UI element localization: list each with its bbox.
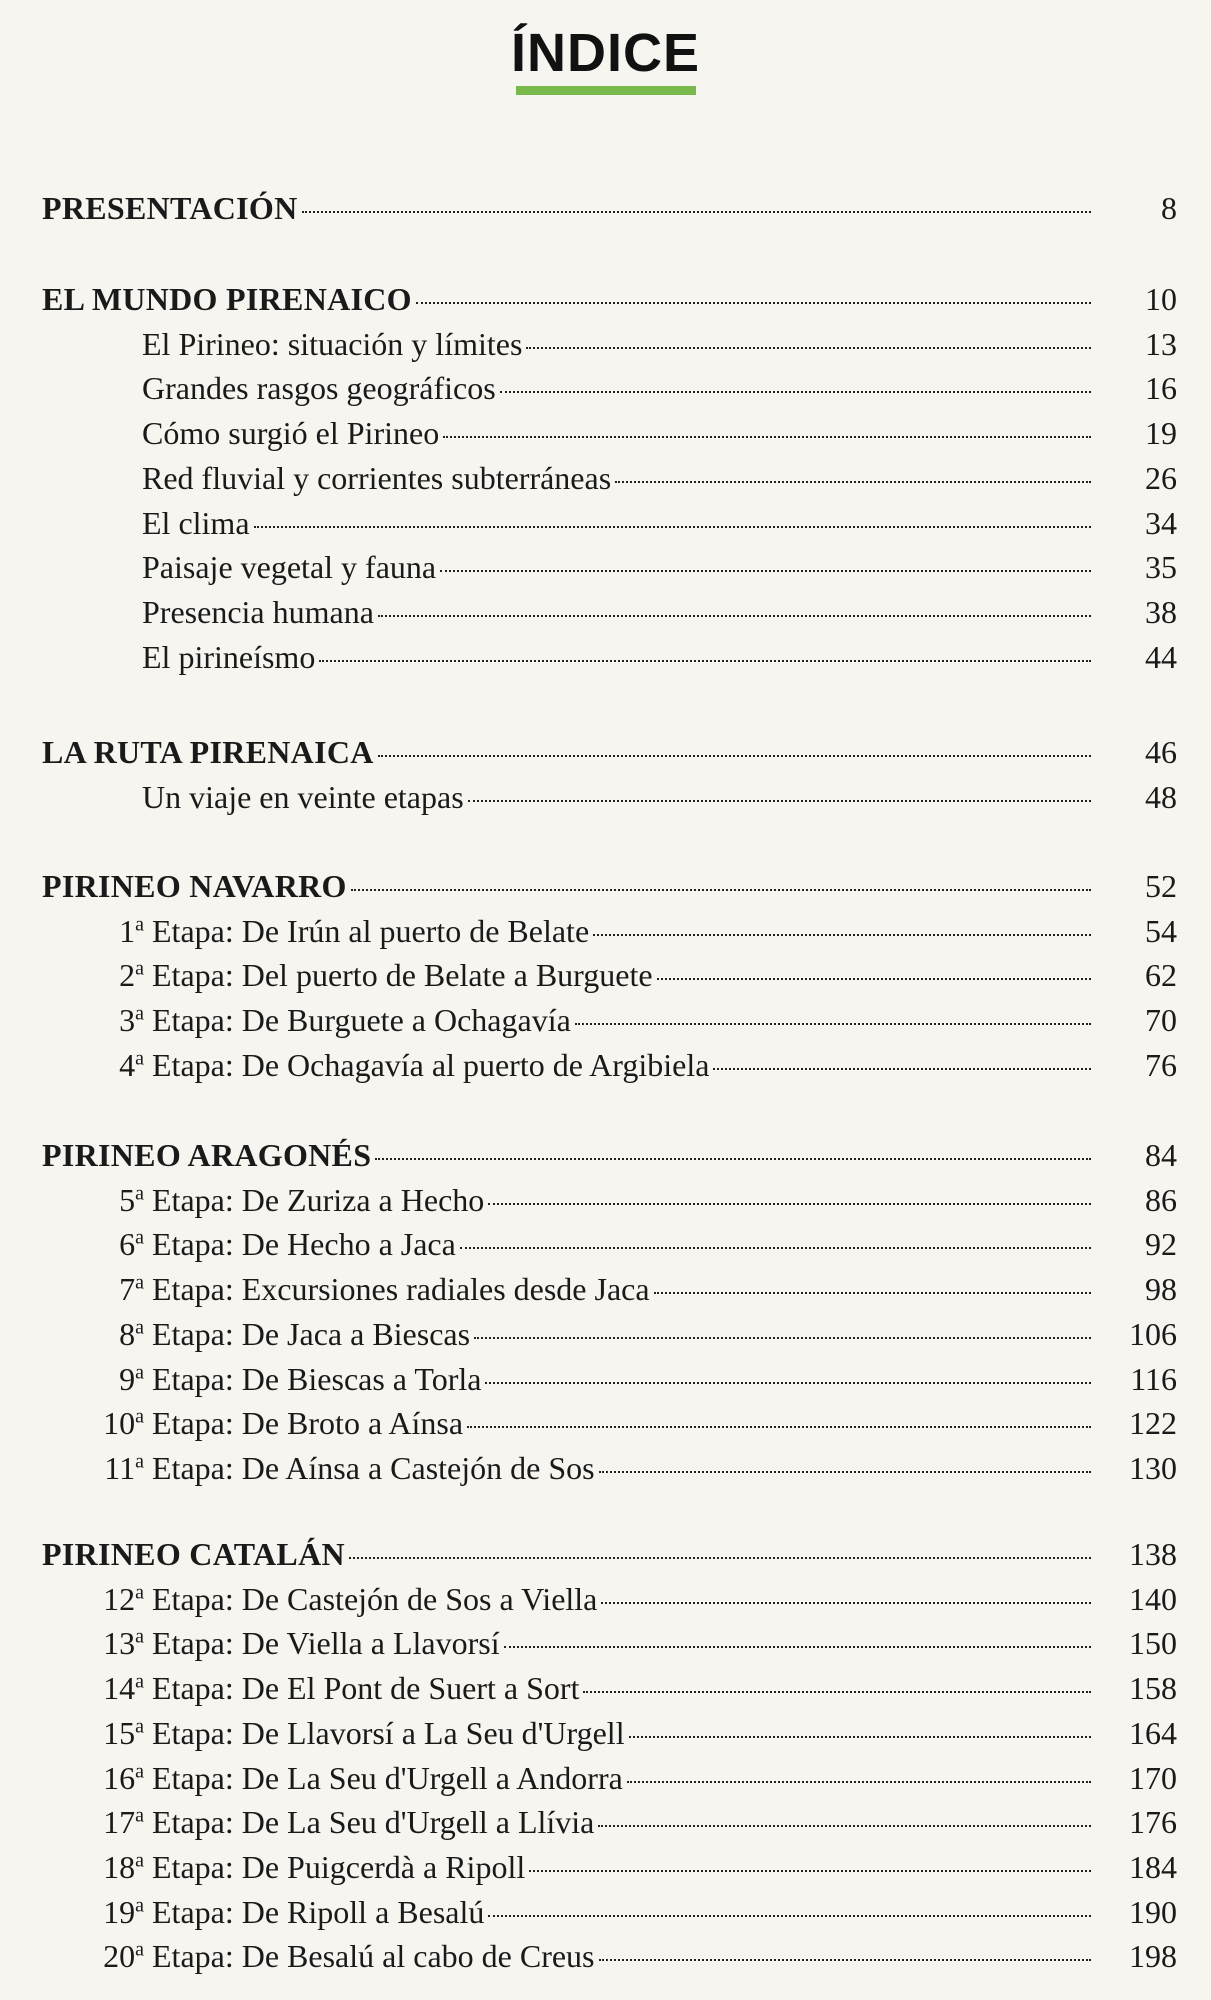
stage-number [84, 1715, 144, 1752]
toc-page-number: 84 [1145, 1137, 1177, 1173]
dot-leader [474, 1337, 1091, 1339]
toc-entry-row[interactable] [0, 779, 1211, 819]
dot-leader [654, 1292, 1091, 1294]
toc-entry-title: Etapa: De Hecho a Jaca [152, 1226, 456, 1263]
dot-leader [593, 934, 1091, 936]
toc-entry-title: Etapa: De Puigcerdà a Ripoll [152, 1848, 526, 1885]
toc-entry-title: El pirineísmo [142, 638, 316, 675]
toc-entry-title: Red fluvial y corrientes subterráneas [142, 459, 612, 496]
stage-number-value: 14 [103, 1670, 136, 1707]
stage-number [84, 1361, 144, 1398]
toc-entry-row[interactable] [0, 1047, 1211, 1087]
dot-leader [319, 660, 1091, 662]
toc-page-number: 140 [1129, 1580, 1177, 1617]
dot-leader [599, 1471, 1091, 1473]
stage-number [84, 1047, 144, 1084]
toc-entry-row[interactable] [0, 1804, 1211, 1844]
stage-number-value: 8 [119, 1315, 136, 1352]
toc-entry-title: Etapa: De Ochagavía al puerto de Argibiela [152, 1046, 710, 1083]
toc-entry-title: Etapa: De Irún al puerto de Belate [152, 912, 590, 949]
toc-page-number: 26 [1145, 459, 1177, 496]
toc-entry-title: Grandes rasgos geográficos [142, 370, 496, 407]
toc-page-number: 10 [1145, 281, 1177, 317]
stage-number-value: 12 [103, 1580, 136, 1617]
toc-entry-title: Cómo surgió el Pirineo [142, 415, 440, 452]
dot-leader [460, 1247, 1091, 1249]
stage-number [84, 1894, 144, 1931]
stage-number [84, 1226, 144, 1263]
ordinal-suffix: a [135, 1271, 144, 1294]
toc-entry-row[interactable] [0, 370, 1211, 410]
toc-page-number: 38 [1145, 593, 1177, 630]
stage-number [84, 1405, 144, 1442]
ordinal-suffix: a [135, 1002, 144, 1025]
dot-leader [601, 1602, 1091, 1604]
toc-entry-row[interactable] [0, 957, 1211, 997]
stage-number-value: 9 [119, 1360, 136, 1397]
ordinal-suffix: a [135, 1450, 144, 1473]
dot-leader [467, 1426, 1091, 1428]
dot-leader [615, 481, 1091, 483]
toc-entry-row[interactable] [0, 505, 1211, 545]
stage-number-value: 11 [104, 1449, 136, 1486]
toc-page-number: 122 [1129, 1405, 1177, 1442]
stage-number [84, 1625, 144, 1662]
stage-number [84, 1760, 144, 1797]
stage-number-value: 16 [103, 1759, 136, 1796]
ordinal-suffix: a [135, 1938, 144, 1961]
title-block [0, 22, 1211, 95]
toc-entry-row[interactable] [0, 1182, 1211, 1222]
ordinal-suffix: a [135, 1849, 144, 1872]
toc-entry-row[interactable] [0, 1581, 1211, 1621]
dot-leader [599, 1959, 1092, 1961]
toc-entry-title: Etapa: De La Seu d'Urgell a Llívia [152, 1804, 595, 1841]
stage-number-value: 10 [103, 1405, 136, 1442]
toc-section-row[interactable] [0, 1137, 1211, 1177]
stage-number-value: 15 [103, 1714, 136, 1751]
stage-number [84, 1450, 144, 1487]
toc-entry-row[interactable] [0, 1002, 1211, 1042]
toc-page-number: 44 [1145, 638, 1177, 675]
toc-page-number: 164 [1129, 1714, 1177, 1751]
toc-page-number: 184 [1129, 1848, 1177, 1885]
dot-leader [627, 1781, 1091, 1783]
toc-page-number: 46 [1145, 734, 1177, 770]
stage-number-value: 20 [103, 1938, 136, 1975]
toc-entry-row[interactable] [0, 1405, 1211, 1445]
toc-entry-row[interactable] [0, 1894, 1211, 1934]
dot-leader [443, 436, 1091, 438]
toc-entry-row[interactable] [0, 913, 1211, 953]
toc-entry-row[interactable] [0, 1938, 1211, 1978]
stage-number [84, 913, 144, 950]
dot-leader [349, 1557, 1091, 1559]
toc-section-title: EL MUNDO PIRENAICO [42, 281, 412, 317]
stage-number [84, 1271, 144, 1308]
toc-page-number: 8 [1161, 190, 1177, 226]
stage-number-value: 4 [119, 1046, 136, 1083]
stage-number-value: 6 [119, 1226, 136, 1263]
ordinal-suffix: a [135, 913, 144, 936]
toc-page-number: 62 [1145, 957, 1177, 994]
toc-page-number: 106 [1129, 1315, 1177, 1352]
toc-entry-title: Etapa: De Broto a Aínsa [152, 1405, 464, 1442]
dot-leader [500, 391, 1091, 393]
toc-entry-title: Etapa: De Castejón de Sos a Viella [152, 1580, 598, 1617]
ordinal-suffix: a [135, 1047, 144, 1070]
dot-leader [529, 1870, 1091, 1872]
stage-number-value: 2 [119, 957, 136, 994]
toc-section-row[interactable] [0, 734, 1211, 774]
toc-entry-row[interactable] [0, 460, 1211, 500]
toc-section-title: PIRINEO NAVARRO [42, 868, 347, 904]
toc-section-row[interactable] [0, 190, 1211, 230]
toc-section-row[interactable] [0, 1536, 1211, 1576]
toc-page-number: 13 [1145, 325, 1177, 362]
ordinal-suffix: a [135, 1581, 144, 1604]
toc-entry-row[interactable] [0, 326, 1211, 366]
ordinal-suffix: a [135, 1405, 144, 1428]
dot-leader [598, 1825, 1091, 1827]
title-underline [516, 86, 696, 95]
toc-page-number: 176 [1129, 1804, 1177, 1841]
ordinal-suffix: a [135, 1625, 144, 1648]
toc-page-number: 70 [1145, 1002, 1177, 1039]
toc-page-number: 116 [1130, 1360, 1177, 1397]
dot-leader [416, 302, 1091, 304]
toc-entry-row[interactable] [0, 1450, 1211, 1490]
toc-entry-row[interactable] [0, 415, 1211, 455]
dot-leader [302, 211, 1092, 213]
ordinal-suffix: a [135, 1715, 144, 1738]
toc-entry-title: Paisaje vegetal y fauna [142, 549, 437, 586]
ordinal-suffix: a [135, 1316, 144, 1339]
stage-number-value: 5 [119, 1181, 136, 1218]
toc-section-title: LA RUTA PIRENAICA [42, 734, 374, 770]
dot-leader [488, 1203, 1091, 1205]
toc-page-number: 138 [1129, 1536, 1177, 1572]
dot-leader [378, 615, 1091, 617]
toc-entry-row[interactable] [0, 1670, 1211, 1710]
dot-leader [713, 1068, 1091, 1070]
toc-entry-title: Etapa: De La Seu d'Urgell a Andorra [152, 1759, 623, 1796]
stage-number-value: 3 [119, 1002, 136, 1039]
ordinal-suffix: a [135, 1893, 144, 1916]
stage-number-value: 18 [103, 1848, 136, 1885]
toc-page-number: 35 [1145, 549, 1177, 586]
stage-number [84, 1670, 144, 1707]
stage-number [84, 1581, 144, 1618]
dot-leader [440, 570, 1091, 572]
dot-leader [485, 1382, 1091, 1384]
ordinal-suffix: a [135, 1804, 144, 1827]
toc-entry-row[interactable] [0, 1760, 1211, 1800]
toc-entry-row[interactable] [0, 1226, 1211, 1266]
dot-leader [657, 978, 1091, 980]
stage-number [84, 1804, 144, 1841]
toc-entry-row[interactable] [0, 594, 1211, 634]
toc-page-number: 190 [1129, 1893, 1177, 1930]
stage-number [84, 1002, 144, 1039]
stage-number [84, 1849, 144, 1886]
dot-leader [504, 1646, 1091, 1648]
toc-page-number: 158 [1129, 1670, 1177, 1707]
toc-page-number: 48 [1145, 778, 1177, 815]
toc-entry-row[interactable] [0, 549, 1211, 589]
ordinal-suffix: a [135, 1182, 144, 1205]
toc-entry-title: Etapa: De Ripoll a Besalú [152, 1893, 485, 1930]
dot-leader [378, 755, 1091, 757]
dot-leader [583, 1691, 1091, 1693]
toc-entry-title: El Pirineo: situación y límites [142, 325, 523, 362]
stage-number [84, 1182, 144, 1219]
toc-section-title: PIRINEO ARAGONÉS [42, 1137, 372, 1173]
dot-leader [351, 889, 1091, 891]
toc-section-title: PIRINEO CATALÁN [42, 1536, 345, 1572]
dot-leader [575, 1023, 1091, 1025]
toc-entry-title: Presencia humana [142, 593, 374, 630]
toc-entry-title: El clima [142, 504, 250, 541]
toc-entry-title: Etapa: Del puerto de Belate a Burguete [152, 957, 653, 994]
toc-entry-title: Etapa: De Besalú al cabo de Creus [152, 1938, 595, 1975]
toc-page-number: 150 [1129, 1625, 1177, 1662]
stage-number-value: 13 [103, 1625, 136, 1662]
toc-entry-row[interactable] [0, 1271, 1211, 1311]
toc-page-number: 34 [1145, 504, 1177, 541]
toc-entry-title: Etapa: De El Pont de Suert a Sort [152, 1670, 580, 1707]
toc-page-number: 86 [1145, 1181, 1177, 1218]
toc-page-number: 52 [1145, 868, 1177, 904]
toc-entry-row[interactable] [0, 1715, 1211, 1755]
ordinal-suffix: a [135, 1360, 144, 1383]
toc-entry-title: Etapa: De Viella a Llavorsí [152, 1625, 500, 1662]
dot-leader [468, 800, 1091, 802]
page-title: ÍNDICE [510, 23, 700, 83]
toc-entry-row[interactable] [0, 1849, 1211, 1889]
stage-number [84, 1316, 144, 1353]
toc-section-row[interactable] [0, 281, 1211, 321]
toc-page-number: 54 [1145, 912, 1177, 949]
toc-entry-title: Etapa: De Jaca a Biescas [152, 1315, 471, 1352]
toc-entry-title: Etapa: Excursiones radiales desde Jaca [152, 1271, 650, 1308]
toc-entry-title: Etapa: De Zuriza a Hecho [152, 1181, 485, 1218]
toc-page-number: 130 [1129, 1449, 1177, 1486]
toc-section-title: PRESENTACIÓN [42, 190, 298, 226]
stage-number [84, 957, 144, 994]
toc-page-number: 198 [1129, 1938, 1177, 1975]
ordinal-suffix: a [135, 1226, 144, 1249]
toc-page-number: 98 [1145, 1271, 1177, 1308]
stage-number-value: 17 [103, 1804, 136, 1841]
toc-page-number: 16 [1145, 370, 1177, 407]
toc-entry-title: Etapa: De Aínsa a Castejón de Sos [152, 1449, 595, 1486]
toc-entry-title: Etapa: De Burguete a Ochagavía [152, 1002, 571, 1039]
toc-entry-title: Etapa: De Biescas a Torla [152, 1360, 482, 1397]
toc-entry-title: Etapa: De Llavorsí a La Seu d'Urgell [152, 1714, 625, 1751]
stage-number-value: 19 [103, 1893, 136, 1930]
toc-entry-row[interactable] [0, 639, 1211, 679]
dot-leader [254, 526, 1091, 528]
toc-entry-row[interactable] [0, 1625, 1211, 1665]
ordinal-suffix: a [135, 1759, 144, 1782]
toc-page-number: 170 [1129, 1759, 1177, 1796]
dot-leader [375, 1158, 1091, 1160]
toc-page-number: 76 [1145, 1046, 1177, 1083]
toc-page-number: 19 [1145, 415, 1177, 452]
toc-page-number: 92 [1145, 1226, 1177, 1263]
stage-number-value: 7 [119, 1271, 136, 1308]
toc-section-row[interactable] [0, 868, 1211, 908]
stage-number-value: 1 [119, 912, 136, 949]
toc-entry-row[interactable] [0, 1316, 1211, 1356]
dot-leader [488, 1915, 1091, 1917]
toc-entry-title: Un viaje en veinte etapas [142, 778, 464, 815]
stage-number [84, 1938, 144, 1975]
ordinal-suffix: a [135, 957, 144, 980]
dot-leader [629, 1736, 1091, 1738]
ordinal-suffix: a [135, 1670, 144, 1693]
dot-leader [526, 347, 1091, 349]
toc-entry-row[interactable] [0, 1361, 1211, 1401]
